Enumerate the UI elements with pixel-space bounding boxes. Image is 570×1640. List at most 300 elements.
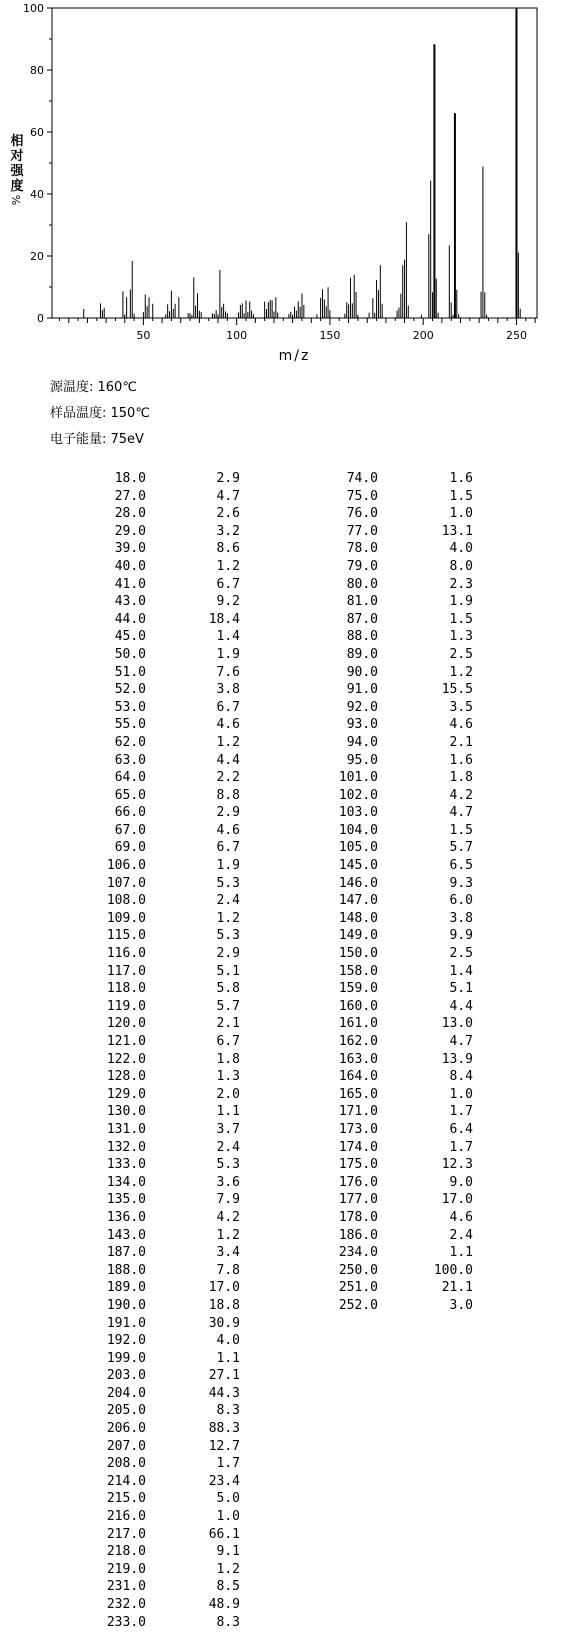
peak-mz: 203.0 — [106, 1368, 146, 1384]
peak-table-row — [328, 593, 473, 611]
peak-intensity: 4.6 — [449, 717, 473, 733]
peak-mz: 115.0 — [106, 928, 146, 944]
peak-table-row — [328, 1103, 473, 1121]
peak-mz: 251.0 — [338, 1280, 378, 1296]
peak-table-row — [96, 1473, 240, 1491]
peak-intensity: 1.1 — [216, 1350, 240, 1366]
peak-intensity: 6.7 — [216, 699, 240, 715]
peak-table-row — [96, 1015, 240, 1033]
peak-mz: 250.0 — [338, 1262, 378, 1278]
peak-intensity: 8.6 — [216, 541, 240, 557]
peak-mz: 206.0 — [106, 1421, 146, 1437]
peak-intensity: 1.9 — [216, 646, 240, 662]
peak-mz: 150.0 — [338, 946, 378, 962]
peak-mz: 107.0 — [106, 875, 146, 891]
peak-intensity: 2.0 — [216, 1086, 240, 1102]
peak-intensity: 12.3 — [441, 1157, 473, 1173]
peak-table-row — [96, 892, 240, 910]
peak-intensity: 1.6 — [449, 471, 473, 486]
peak-mz: 175.0 — [338, 1157, 378, 1173]
peak-mz: 66.0 — [114, 805, 146, 821]
peak-table-right — [328, 470, 473, 1315]
peak-mz: 94.0 — [346, 734, 378, 750]
peak-intensity: 7.6 — [216, 664, 240, 680]
peak-table-row — [96, 1068, 240, 1086]
peak-intensity: 1.8 — [449, 770, 473, 786]
peak-table-row — [328, 1174, 473, 1192]
peak-table-row — [328, 646, 473, 664]
peak-mz: 132.0 — [106, 1139, 146, 1155]
peak-mz: 43.0 — [114, 594, 146, 610]
peak-mz: 190.0 — [106, 1297, 146, 1313]
peak-intensity: 5.3 — [216, 1157, 240, 1173]
peak-mz: 27.0 — [114, 488, 146, 504]
peak-table-row — [96, 822, 240, 840]
peak-table-row — [96, 1279, 240, 1297]
peak-mz: 136.0 — [106, 1209, 146, 1225]
peak-mz: 65.0 — [114, 787, 146, 803]
peak-intensity: 1.7 — [449, 1104, 473, 1120]
peak-mz: 164.0 — [338, 1069, 378, 1085]
peak-table-row — [96, 681, 240, 699]
peak-table-row — [328, 839, 473, 857]
peak-mz: 79.0 — [346, 558, 378, 574]
peak-mz: 109.0 — [106, 910, 146, 926]
peak-intensity: 48.9 — [208, 1597, 240, 1612]
peak-table-row — [328, 752, 473, 770]
peak-table-row — [328, 1139, 473, 1157]
peak-intensity: 17.0 — [441, 1192, 473, 1208]
peak-table-row — [96, 1156, 240, 1174]
x-tick-label: 50 — [136, 329, 151, 342]
peak-table-row — [328, 1227, 473, 1245]
peak-intensity: 5.8 — [216, 981, 240, 997]
peak-intensity: 1.1 — [216, 1104, 240, 1120]
peak-intensity: 6.5 — [449, 858, 473, 874]
peak-mz: 208.0 — [106, 1456, 146, 1472]
peak-table-row — [96, 1367, 240, 1385]
peak-intensity: 18.8 — [208, 1297, 240, 1313]
peak-table-row — [96, 646, 240, 664]
peak-table-row — [96, 1262, 240, 1280]
peak-table-row — [328, 857, 473, 875]
peak-mz: 101.0 — [338, 770, 378, 786]
peak-intensity: 18.4 — [208, 611, 240, 627]
peak-intensity: 2.1 — [449, 734, 473, 750]
peak-mz: 159.0 — [338, 981, 378, 997]
peak-table-row — [96, 1174, 240, 1192]
peak-table-row — [96, 1315, 240, 1333]
peak-intensity: 7.9 — [216, 1192, 240, 1208]
peak-intensity: 1.9 — [449, 594, 473, 610]
peak-table-row — [96, 1438, 240, 1456]
peak-intensity: 3.0 — [449, 1297, 473, 1313]
peak-table-row — [328, 540, 473, 558]
peak-table-row — [328, 1015, 473, 1033]
peak-mz: 92.0 — [346, 699, 378, 715]
peak-table-row — [96, 611, 240, 629]
peak-table-row — [96, 1244, 240, 1262]
peak-intensity: 6.7 — [216, 840, 240, 856]
electron-energy: 电子能量: 75eV — [50, 432, 144, 447]
peak-mz: 234.0 — [338, 1245, 378, 1261]
peak-table-row — [328, 822, 473, 840]
peak-intensity: 1.5 — [449, 611, 473, 627]
peak-mz: 63.0 — [114, 752, 146, 768]
peak-intensity: 1.0 — [449, 1086, 473, 1102]
peak-mz: 53.0 — [114, 699, 146, 715]
peak-table-row — [328, 699, 473, 717]
peak-mz: 52.0 — [114, 682, 146, 698]
peak-table-row — [96, 910, 240, 928]
y-tick-label: 20 — [30, 250, 44, 263]
peak-table-row — [96, 628, 240, 646]
peak-mz: 231.0 — [106, 1579, 146, 1595]
peak-intensity: 5.1 — [449, 981, 473, 997]
peak-table-row — [96, 540, 240, 558]
peak-intensity: 1.8 — [216, 1051, 240, 1067]
peak-table-row — [328, 804, 473, 822]
peak-table-row — [328, 1191, 473, 1209]
peak-table-row — [328, 998, 473, 1016]
peak-mz: 207.0 — [106, 1438, 146, 1454]
peak-mz: 174.0 — [338, 1139, 378, 1155]
peak-mz: 51.0 — [114, 664, 146, 680]
peak-mz: 88.0 — [346, 629, 378, 645]
peak-mz: 121.0 — [106, 1034, 146, 1049]
peak-mz: 177.0 — [338, 1192, 378, 1208]
peak-intensity: 4.7 — [449, 1034, 473, 1049]
peak-table-row — [96, 576, 240, 594]
peak-mz: 44.0 — [114, 611, 146, 627]
peak-table-row — [96, 1297, 240, 1315]
peak-intensity: 1.2 — [449, 664, 473, 680]
peak-table-row — [328, 1244, 473, 1262]
peak-table-row — [96, 927, 240, 945]
peak-mz: 146.0 — [338, 875, 378, 891]
peak-table-row — [96, 734, 240, 752]
peak-intensity: 4.4 — [449, 998, 473, 1014]
peak-intensity: 2.1 — [216, 1016, 240, 1032]
peak-mz: 41.0 — [114, 576, 146, 592]
peak-intensity: 6.7 — [216, 576, 240, 592]
peak-table-row — [96, 1086, 240, 1104]
peak-mz: 117.0 — [106, 963, 146, 979]
peak-intensity: 5.0 — [216, 1491, 240, 1507]
peak-mz: 158.0 — [338, 963, 378, 979]
peak-mz: 40.0 — [114, 558, 146, 574]
peak-mz: 87.0 — [346, 611, 378, 627]
peak-intensity: 1.9 — [216, 858, 240, 874]
peak-mz: 93.0 — [346, 717, 378, 733]
peak-table-row — [96, 505, 240, 523]
peak-table-row — [328, 1262, 473, 1280]
peak-mz: 133.0 — [106, 1157, 146, 1173]
peak-intensity: 5.3 — [216, 875, 240, 891]
peak-mz: 134.0 — [106, 1174, 146, 1190]
peak-mz: 29.0 — [114, 523, 146, 539]
peak-intensity: 4.6 — [216, 822, 240, 838]
peak-mz: 187.0 — [106, 1245, 146, 1261]
peak-intensity: 4.0 — [449, 541, 473, 557]
peak-table-row — [328, 716, 473, 734]
peak-intensity: 5.1 — [216, 963, 240, 979]
peak-mz: 18.0 — [114, 471, 146, 486]
peak-mz: 217.0 — [106, 1526, 146, 1542]
peak-table-row — [96, 839, 240, 857]
peak-intensity: 1.3 — [449, 629, 473, 645]
peak-mz: 163.0 — [338, 1051, 378, 1067]
peak-intensity: 6.0 — [449, 893, 473, 909]
peak-mz: 80.0 — [346, 576, 378, 592]
peak-intensity: 8.4 — [449, 1069, 473, 1085]
peak-intensity: 1.7 — [216, 1456, 240, 1472]
peak-intensity: 3.8 — [449, 910, 473, 926]
peak-mz: 189.0 — [106, 1280, 146, 1296]
y-tick-label: 0 — [37, 312, 44, 325]
peak-mz: 186.0 — [338, 1227, 378, 1243]
peak-intensity: 8.0 — [449, 558, 473, 574]
peak-table-row — [328, 664, 473, 682]
peak-table-row — [96, 1103, 240, 1121]
source-temperature: 源温度: 160℃ — [50, 380, 137, 395]
peak-intensity: 3.6 — [216, 1174, 240, 1190]
peak-mz: 160.0 — [338, 998, 378, 1014]
peak-table-row — [96, 1209, 240, 1227]
peak-mz: 232.0 — [106, 1597, 146, 1612]
peak-intensity: 44.3 — [208, 1385, 240, 1401]
peak-intensity: 21.1 — [441, 1280, 473, 1296]
peak-intensity: 9.2 — [216, 594, 240, 610]
x-tick-label: 200 — [412, 329, 434, 342]
peak-intensity: 8.3 — [216, 1614, 240, 1630]
peak-intensity: 4.7 — [216, 488, 240, 504]
plot-frame — [52, 8, 537, 318]
peak-table-row — [328, 892, 473, 910]
y-axis-label: 强 — [10, 164, 24, 179]
peak-table-row — [96, 1596, 240, 1614]
peak-mz: 205.0 — [106, 1403, 146, 1419]
peak-table-row — [96, 1051, 240, 1069]
peak-table-row — [328, 558, 473, 576]
peak-mz: 105.0 — [338, 840, 378, 856]
peak-table-row — [96, 1385, 240, 1403]
y-tick-label: 40 — [30, 188, 44, 201]
peak-table-row — [328, 910, 473, 928]
peak-table-row — [96, 1526, 240, 1544]
peak-intensity: 4.6 — [449, 1209, 473, 1225]
peak-table-left — [96, 470, 240, 1631]
peak-intensity: 66.1 — [208, 1526, 240, 1542]
peak-intensity: 2.9 — [216, 946, 240, 962]
peak-table-row — [328, 1279, 473, 1297]
peak-mz: 148.0 — [338, 910, 378, 926]
peak-mz: 161.0 — [338, 1016, 378, 1032]
peak-mz: 119.0 — [106, 998, 146, 1014]
peak-intensity: 9.3 — [449, 875, 473, 891]
peak-table-row — [328, 681, 473, 699]
y-tick-label: 60 — [30, 126, 44, 139]
peak-mz: 102.0 — [338, 787, 378, 803]
peak-table-row — [96, 980, 240, 998]
peak-intensity: 1.7 — [449, 1139, 473, 1155]
peak-mz: 199.0 — [106, 1350, 146, 1366]
peak-table-row — [328, 734, 473, 752]
peak-table-row — [96, 752, 240, 770]
peak-table-row — [96, 804, 240, 822]
peak-intensity: 3.8 — [216, 682, 240, 698]
peak-mz: 149.0 — [338, 928, 378, 944]
peak-intensity: 3.5 — [449, 699, 473, 715]
peak-intensity: 8.5 — [216, 1579, 240, 1595]
peak-table-row — [328, 611, 473, 629]
peak-mz: 171.0 — [338, 1104, 378, 1120]
peak-intensity: 13.0 — [441, 1016, 473, 1032]
peak-table-row — [328, 523, 473, 541]
peak-intensity: 1.2 — [216, 1561, 240, 1577]
peak-mz: 28.0 — [114, 506, 146, 522]
peak-mz: 91.0 — [346, 682, 378, 698]
peak-mz: 62.0 — [114, 734, 146, 750]
peak-intensity: 1.6 — [449, 752, 473, 768]
peak-table-row — [96, 593, 240, 611]
peak-table-row — [328, 1051, 473, 1069]
peak-intensity: 4.0 — [216, 1333, 240, 1349]
peak-intensity: 5.7 — [216, 998, 240, 1014]
peak-intensity: 2.5 — [449, 646, 473, 662]
peak-mz: 135.0 — [106, 1192, 146, 1208]
peak-mz: 204.0 — [106, 1385, 146, 1401]
peak-intensity: 4.4 — [216, 752, 240, 768]
peak-table-row — [96, 716, 240, 734]
peak-intensity: 12.7 — [208, 1438, 240, 1454]
peak-intensity: 2.4 — [216, 1139, 240, 1155]
peak-table-row — [96, 470, 240, 488]
peak-table-row — [328, 769, 473, 787]
peak-mz: 162.0 — [338, 1034, 378, 1049]
peak-mz: 45.0 — [114, 629, 146, 645]
peak-intensity: 8.3 — [216, 1403, 240, 1419]
peak-table-row — [96, 1420, 240, 1438]
peak-intensity: 5.7 — [449, 840, 473, 856]
peak-table-row — [96, 1543, 240, 1561]
y-axis-label: 对 — [10, 149, 24, 164]
peak-intensity: 8.8 — [216, 787, 240, 803]
mass-spectrum-chart — [0, 0, 570, 380]
peak-table-row — [96, 1402, 240, 1420]
peak-intensity: 1.1 — [449, 1245, 473, 1261]
peak-intensity: 2.4 — [216, 893, 240, 909]
peak-intensity: 2.2 — [216, 770, 240, 786]
peak-intensity: 1.2 — [216, 734, 240, 750]
peak-table-row — [96, 664, 240, 682]
peak-mz: 178.0 — [338, 1209, 378, 1225]
peak-table-row — [96, 1121, 240, 1139]
peak-table-row — [328, 875, 473, 893]
peak-table-row — [96, 875, 240, 893]
peak-intensity: 2.9 — [216, 471, 240, 486]
peak-table-row — [328, 505, 473, 523]
peak-mz: 89.0 — [346, 646, 378, 662]
peak-mz: 95.0 — [346, 752, 378, 768]
peak-mz: 173.0 — [338, 1121, 378, 1137]
peak-table-row — [328, 787, 473, 805]
peak-table-row — [328, 1033, 473, 1051]
peak-intensity: 4.2 — [449, 787, 473, 803]
peak-table-row — [96, 523, 240, 541]
peak-intensity: 100.0 — [433, 1262, 473, 1278]
peak-mz: 165.0 — [338, 1086, 378, 1102]
peak-intensity: 4.7 — [449, 805, 473, 821]
peak-mz: 128.0 — [106, 1069, 146, 1085]
peak-table-row — [328, 488, 473, 506]
peak-intensity: 1.5 — [449, 822, 473, 838]
peak-mz: 74.0 — [346, 471, 378, 486]
peak-table-row — [96, 1139, 240, 1157]
peak-mz: 104.0 — [338, 822, 378, 838]
peak-mz: 130.0 — [106, 1104, 146, 1120]
sample-temperature: 样品温度: 150℃ — [50, 406, 150, 421]
peak-table-row — [96, 857, 240, 875]
peak-mz: 219.0 — [106, 1561, 146, 1577]
peak-table-row — [328, 945, 473, 963]
y-axis-label: 度 — [10, 179, 24, 194]
peak-intensity: 6.7 — [216, 1034, 240, 1049]
peak-intensity: 1.0 — [216, 1509, 240, 1525]
peak-mz: 75.0 — [346, 488, 378, 504]
peak-mz: 176.0 — [338, 1174, 378, 1190]
peak-table-row — [96, 1227, 240, 1245]
peak-intensity: 13.9 — [441, 1051, 473, 1067]
peak-table-row — [96, 558, 240, 576]
peak-intensity: 5.3 — [216, 928, 240, 944]
peak-table-row — [96, 963, 240, 981]
peak-table-row — [328, 927, 473, 945]
peak-table-row — [328, 1121, 473, 1139]
peak-mz: 192.0 — [106, 1333, 146, 1349]
peak-mz: 147.0 — [338, 893, 378, 909]
peak-table-row — [96, 945, 240, 963]
peak-intensity: 1.3 — [216, 1069, 240, 1085]
peak-table-row — [328, 1209, 473, 1227]
peak-mz: 191.0 — [106, 1315, 146, 1331]
peak-table-row — [96, 1455, 240, 1473]
peak-intensity: 88.3 — [208, 1421, 240, 1437]
peak-intensity: 4.2 — [216, 1209, 240, 1225]
peak-intensity: 30.9 — [208, 1315, 240, 1331]
peak-mz: 188.0 — [106, 1262, 146, 1278]
peak-mz: 106.0 — [106, 858, 146, 874]
peak-table-row — [96, 1578, 240, 1596]
peak-table-row — [96, 1508, 240, 1526]
peak-intensity: 13.1 — [441, 523, 473, 539]
peak-table-row — [328, 1156, 473, 1174]
x-axis-label: m/z — [278, 348, 311, 364]
peak-mz: 214.0 — [106, 1473, 146, 1489]
x-tick-label: 150 — [319, 329, 341, 342]
peak-intensity: 4.6 — [216, 717, 240, 733]
peak-intensity: 15.5 — [441, 682, 473, 698]
peak-mz: 129.0 — [106, 1086, 146, 1102]
peak-mz: 78.0 — [346, 541, 378, 557]
peak-intensity: 9.9 — [449, 928, 473, 944]
peak-intensity: 9.0 — [449, 1174, 473, 1190]
peak-table-row — [96, 998, 240, 1016]
peak-mz: 215.0 — [106, 1491, 146, 1507]
peak-intensity: 1.4 — [216, 629, 240, 645]
peak-intensity: 6.4 — [449, 1121, 473, 1137]
peak-mz: 145.0 — [338, 858, 378, 874]
